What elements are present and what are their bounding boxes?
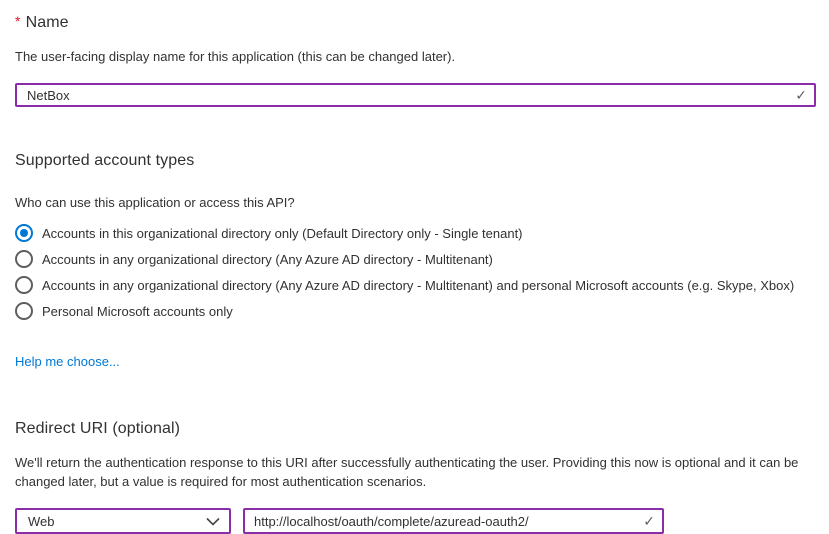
valid-checkmark-icon: ✓: [643, 513, 655, 529]
account-types-question: Who can use this application or access this API?: [15, 195, 295, 210]
radio-icon[interactable]: [15, 224, 33, 242]
radio-option-multitenant[interactable]: [15, 250, 816, 268]
name-input[interactable]: [15, 83, 816, 107]
redirect-uri-field-wrapper: [243, 508, 664, 534]
name-section-heading: [15, 13, 816, 32]
chevron-down-icon: [206, 517, 220, 526]
platform-select[interactable]: [15, 508, 231, 534]
platform-select-value: Web: [28, 513, 55, 529]
radio-option-label: Accounts in this organizational directory only (Default Directory only - Single tenant): [42, 225, 523, 241]
radio-option-label: Accounts in any organizational directory (Any Azure AD directory - Multitenant): [42, 251, 493, 267]
radio-icon[interactable]: [15, 250, 33, 268]
help-me-choose-link[interactable]: Help me choose...: [15, 354, 120, 369]
redirect-uri-heading: Redirect URI (optional): [15, 420, 181, 437]
radio-icon[interactable]: [15, 276, 33, 294]
name-description: The user-facing display name for this application (this can be changed later).: [15, 49, 456, 64]
radio-option-personal-only[interactable]: [15, 302, 816, 320]
redirect-uri-row: [15, 508, 816, 534]
redirect-uri-input[interactable]: [243, 508, 664, 534]
redirect-uri-description: We'll return the authentication response to this URI after successfully authenticating the user. Providing this now is optional and it can be changed later, but a value is required for most authentication scenarios.: [15, 455, 799, 489]
account-types-radio-group: [15, 224, 816, 320]
radio-option-label: Personal Microsoft accounts only: [42, 303, 233, 319]
radio-option-label: Accounts in any organizational directory (Any Azure AD directory - Multitenant) and personal Microsoft accounts (e.g. Skype, Xbox): [42, 277, 795, 293]
account-types-heading: Supported account types: [15, 152, 195, 169]
required-asterisk-icon: *: [15, 13, 21, 29]
name-field-wrapper: [15, 83, 816, 107]
name-label: Name: [25, 14, 69, 31]
radio-option-single-tenant[interactable]: [15, 224, 816, 242]
valid-checkmark-icon: ✓: [795, 87, 807, 103]
radio-icon[interactable]: [15, 302, 33, 320]
radio-option-multitenant-personal[interactable]: [15, 276, 816, 294]
